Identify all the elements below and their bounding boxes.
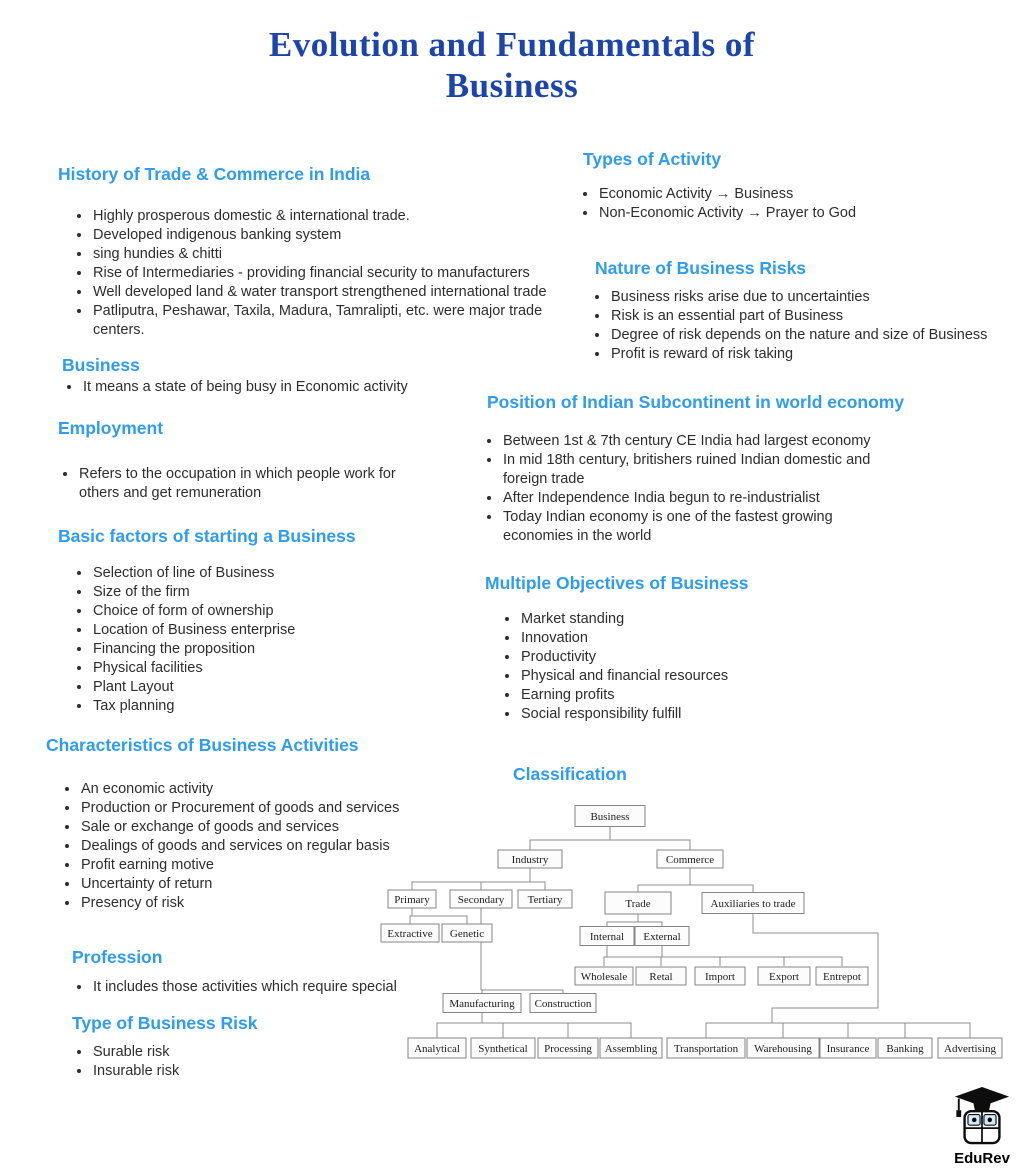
section-heading-profession: Profession [72,947,163,967]
svg-text:Advertising: Advertising [944,1043,996,1055]
tree-node-business [575,806,645,827]
list-item: • In mid 18th century, britishers ruined Indian domestic and foreign trade [502,451,872,489]
svg-text:Import: Import [705,971,735,983]
section-heading-classification: Classification [513,764,627,784]
list-item: • Economic Activity → Business [598,185,928,204]
svg-text:Analytical: Analytical [414,1043,460,1055]
tree-node-advertising [938,1038,1002,1058]
bullet-list-history [58,207,567,340]
bullet-list-basic-factors [58,564,412,716]
svg-text:External: External [643,931,681,943]
svg-text:Export: Export [769,971,799,983]
list-item: • Selection of line of Business [92,564,412,583]
svg-text:Assembling: Assembling [604,1043,658,1055]
svg-text:Trade: Trade [625,898,651,910]
list-item: • Insurable risk [92,1062,342,1081]
list-item: • Financing the proposition [92,640,412,659]
tree-node-import [695,967,745,985]
tree-connector [530,840,690,850]
page-title-line1: Evolution and Fundamentals of [268,25,756,64]
list-item: • sing hundies & chitti [92,245,567,264]
tree-node-manufacturing [443,994,521,1013]
section-position-world-economy [487,392,904,546]
svg-text:Banking: Banking [886,1043,924,1055]
list-item: • Rise of Intermediaries - providing financial security to manufacturers [92,264,567,283]
section-types-of-activity [583,149,928,223]
section-basic-factors [58,526,412,716]
tree-node-retal [636,967,686,985]
bullet-list-employment [58,465,408,503]
section-heading-multiple-objectives: Multiple Objectives of Business [485,573,749,593]
tree-node-tertiary [518,890,572,908]
tree-node-wholesale [575,967,633,985]
edurev-logo-icon [949,1086,1015,1146]
section-business [62,355,502,397]
section-heading-types-of-activity: Types of Activity [583,149,722,169]
tree-node-banking [878,1038,932,1058]
section-heading-employment: Employment [58,418,164,438]
section-heading-history: History of Trade & Commerce in India [58,164,371,184]
tree-node-analytical [408,1038,466,1058]
svg-text:Industry: Industry [511,854,549,866]
bullet-list-types-of-activity [583,185,928,223]
list-item: • Social responsibility fulfill [520,705,830,724]
section-classification [378,764,1018,1066]
svg-text:Tertiary: Tertiary [527,894,563,906]
tree-node-extractive [381,924,439,942]
section-employment [58,418,408,503]
list-item: • Presency of risk [80,894,510,913]
section-heading-business: Business [62,355,140,375]
tree-node-commerce [657,850,723,868]
svg-text:Processing: Processing [544,1043,592,1055]
list-item: • It means a state of being busy in Economic activity [82,378,502,397]
edurev-logo-text: EduRev [954,1150,1010,1167]
svg-text:Transportation: Transportation [673,1043,739,1055]
section-nature-of-risks [595,258,1024,364]
tree-connector [662,946,842,966]
tree-connector [638,885,753,892]
list-item: • Profit earning motive [80,856,510,875]
svg-text:Insurance: Insurance [826,1043,870,1055]
svg-text:Retal: Retal [649,971,673,983]
section-multiple-objectives [485,573,830,724]
svg-text:Manufacturing: Manufacturing [449,998,515,1010]
list-item: • Innovation [520,629,830,648]
list-item: • Risk is an essential part of Business [610,307,1024,326]
list-item: • Non-Economic Activity → Prayer to God [598,204,928,223]
list-item: • Location of Business enterprise [92,621,412,640]
tree-node-primary [388,890,436,908]
list-item: • Plant Layout [92,678,412,697]
edurev-logo [936,1086,1024,1167]
page-title-line2: Business [445,66,579,106]
list-item: • Refers to the occupation in which people work for others and get remuneration [78,465,408,503]
tree-node-trade [605,892,671,914]
list-item: • Surable risk [92,1043,342,1062]
tree-node-internal [580,927,634,946]
tree-node-transportation [667,1038,745,1058]
list-item: • Earning profits [520,686,830,705]
list-item: • Production or Procurement of goods and services [80,799,510,818]
list-item: • Profit is reward of risk taking [610,345,1024,364]
list-item: • Physical facilities [92,659,412,678]
svg-text:Genetic: Genetic [449,928,485,940]
list-item: • Choice of form of ownership [92,602,412,621]
section-history [58,164,567,340]
tree-connector [412,882,545,890]
list-item: • Productivity [520,648,830,667]
svg-text:Business: Business [590,811,630,823]
tree-node-entrepot [816,967,868,985]
tree-node-construction [530,994,596,1013]
section-heading-position-world-economy: Position of Indian Subcontinent in world economy [487,392,905,412]
tree-connector [607,922,662,926]
list-item: • Well developed land & water transport strengthened international trade [92,283,567,302]
list-item: • Between 1st & 7th century CE India had largest economy [502,432,872,451]
tree-node-synthetical [471,1038,535,1058]
list-item: • Degree of risk depends on the nature and size of Business [610,326,1024,345]
tree-connector [604,957,661,966]
bullet-list-multiple-objectives [485,610,830,724]
svg-text:Auxiliaries to trade: Auxiliaries to trade [710,898,796,910]
section-heading-risk-types: Type of Business Risk [72,1013,258,1033]
list-item: • Dealings of goods and services on regular basis [80,837,510,856]
tree-connector [437,1023,631,1038]
list-item: • Sale or exchange of goods and services [80,818,510,837]
list-item: • Today Indian economy is one of the fastest growing economies in the world [502,508,872,546]
bullet-list-business [62,378,502,397]
svg-text:Entrepot: Entrepot [823,971,861,983]
list-item: • Size of the firm [92,583,412,602]
tree-node-export [758,967,810,985]
list-item: • Patliputra, Peshawar, Taxila, Madura, Tamralipti, etc. were major trade centers. [92,302,567,340]
svg-text:Warehousing: Warehousing [754,1043,812,1055]
svg-text:Wholesale: Wholesale [580,971,628,983]
tree-node-industry [498,850,562,868]
svg-text:Secondary: Secondary [457,894,505,906]
tree-connector [706,1023,970,1038]
list-item: • An economic activity [80,780,510,799]
bullet-list-position-world-economy [487,432,872,546]
tree-node-processing [538,1038,598,1058]
bullet-list-nature-of-risks [595,288,1024,364]
tree-node-external [635,927,689,946]
svg-text:Construction: Construction [534,998,592,1010]
page-title [0,24,1024,107]
list-item: • Physical and financial resources [520,667,830,686]
svg-text:Commerce: Commerce [665,854,715,866]
svg-text:Primary: Primary [394,894,430,906]
svg-text:Internal: Internal [589,931,625,943]
list-item: • It includes those activities which require special [92,978,512,997]
svg-text:Extractive: Extractive [387,928,433,940]
tree-connector [481,990,563,993]
list-item: • Business risks arise due to uncertainties [610,288,1024,307]
tree-connector [410,916,467,924]
section-risk-types [72,1013,342,1081]
list-item: • After Independence India begun to re-industrialist [502,489,872,508]
tree-node-auxiliaries [702,893,804,914]
tree-node-assembling [600,1038,662,1058]
tree-node-secondary [450,890,512,908]
section-heading-characteristics: Characteristics of Business Activities [46,735,359,755]
list-item: • Uncertainty of return [80,875,510,894]
tree-node-genetic [442,924,492,942]
svg-text:Synthetical: Synthetical [478,1043,528,1055]
tree-node-insurance [820,1038,876,1058]
section-heading-basic-factors: Basic factors of starting a Business [58,526,356,546]
bullet-list-risk-types [72,1043,342,1081]
tree-node-warehousing [747,1038,819,1058]
classification-tree-diagram [378,802,1018,1066]
section-heading-nature-of-risks: Nature of Business Risks [595,258,807,278]
list-item: • Developed indigenous banking system [92,226,567,245]
list-item: • Market standing [520,610,830,629]
list-item: • Highly prosperous domestic & international trade. [92,207,567,226]
list-item: • Tax planning [92,697,412,716]
